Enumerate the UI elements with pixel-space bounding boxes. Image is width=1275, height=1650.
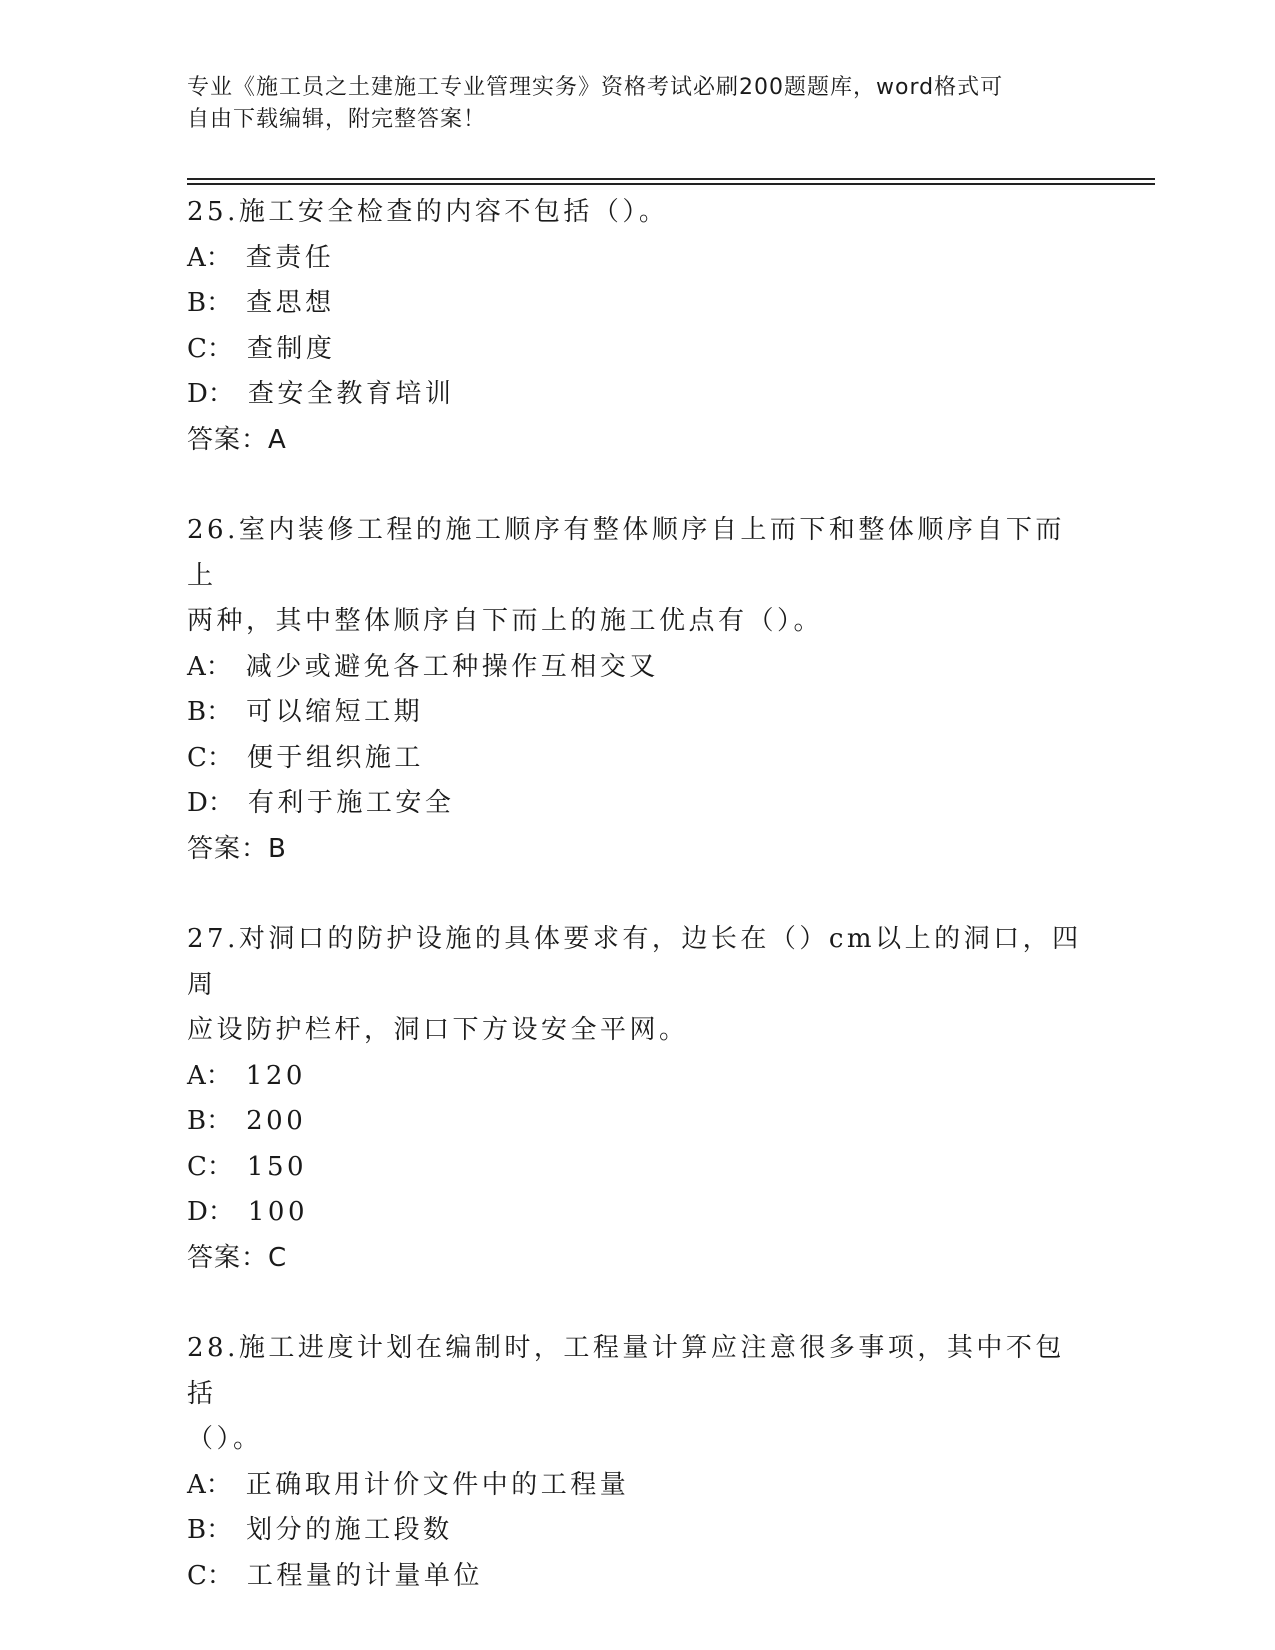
question-stem: 应设防护栏杆，洞口下方设安全平网。 (187, 1015, 689, 1045)
option-text: 120 (245, 1060, 306, 1091)
answer-key: 答案：C (187, 1242, 288, 1273)
answer-option (187, 1508, 1087, 1554)
option-text: 查制度 (246, 333, 336, 364)
option-text: 查责任 (245, 242, 335, 273)
option-text: 查安全教育培训 (247, 379, 455, 409)
answer-option (187, 1145, 1087, 1191)
question-item (187, 1326, 1087, 1599)
option-key: C： (187, 1560, 233, 1591)
option-key: C： (187, 333, 233, 364)
option-text: 划分的施工段数 (246, 1515, 453, 1545)
header-divider-top (187, 178, 1155, 180)
option-key: D： (187, 788, 234, 818)
question-stem: 27.对洞口的防护设施的具体要求有，边长在（）cm以上的洞口，四周 (187, 924, 1082, 1000)
option-key: D： (187, 379, 234, 409)
question-stem: 26.室内装修工程的施工顺序有整体顺序自上而下和整体顺序自下而上 (187, 515, 1065, 591)
option-key: B： (187, 1106, 233, 1136)
question-item (187, 917, 1087, 1281)
option-text: 150 (246, 1151, 308, 1182)
question-stem: 25.施工安全检查的内容不包括（）。 (187, 197, 669, 227)
header-divider-bottom (187, 183, 1155, 185)
answer-option (187, 1054, 1087, 1100)
option-text: 可以缩短工期 (246, 697, 424, 727)
option-text: 便于组织施工 (246, 742, 424, 773)
option-key: A： (187, 242, 232, 273)
answer-option (187, 1463, 1087, 1509)
header-line-2: 自由下载编辑，附完整答案！ (187, 107, 487, 132)
document-header (187, 72, 1067, 136)
question-stem: 28.施工进度计划在编制时，工程量计算应注意很多事项，其中不包括 (187, 1333, 1065, 1409)
answer-key: 答案：A (187, 424, 287, 455)
answer-option (187, 645, 1087, 691)
option-text: 查思想 (246, 288, 335, 318)
option-text: 100 (247, 1197, 308, 1227)
header-line-1: 专业《施工员之土建施工专业管理实务》资格考试必刷200题题库，word格式可 (187, 75, 1004, 100)
answer-key: 答案：B (187, 833, 287, 864)
option-key: C： (187, 742, 233, 773)
answer-option (187, 1190, 1087, 1236)
question-item (187, 508, 1087, 872)
answer-option (187, 736, 1087, 782)
option-text: 200 (246, 1106, 307, 1136)
question-stem: （）。 (187, 1424, 263, 1454)
option-key: D： (187, 1197, 234, 1227)
answer-option (187, 236, 1087, 282)
question-list (187, 190, 1087, 1644)
option-key: A： (187, 1060, 232, 1091)
answer-option (187, 327, 1087, 373)
option-key: C： (187, 1151, 233, 1182)
option-key: B： (187, 1515, 233, 1545)
option-text: 减少或避免各工种操作互相交叉 (245, 651, 659, 682)
option-text: 工程量的计量单位 (246, 1560, 483, 1591)
question-item (187, 190, 1087, 463)
option-key: A： (187, 651, 232, 682)
answer-option (187, 1554, 1087, 1600)
question-stem: 两种，其中整体顺序自下而上的施工优点有（）。 (187, 606, 824, 636)
option-key: A： (187, 1469, 232, 1500)
option-key: B： (187, 288, 233, 318)
answer-option (187, 281, 1087, 327)
answer-option (187, 690, 1087, 736)
answer-option (187, 372, 1087, 418)
option-text: 有利于施工安全 (247, 788, 455, 818)
answer-option (187, 1099, 1087, 1145)
option-text: 正确取用计价文件中的工程量 (245, 1469, 630, 1500)
option-key: B： (187, 697, 233, 727)
answer-option (187, 781, 1087, 827)
